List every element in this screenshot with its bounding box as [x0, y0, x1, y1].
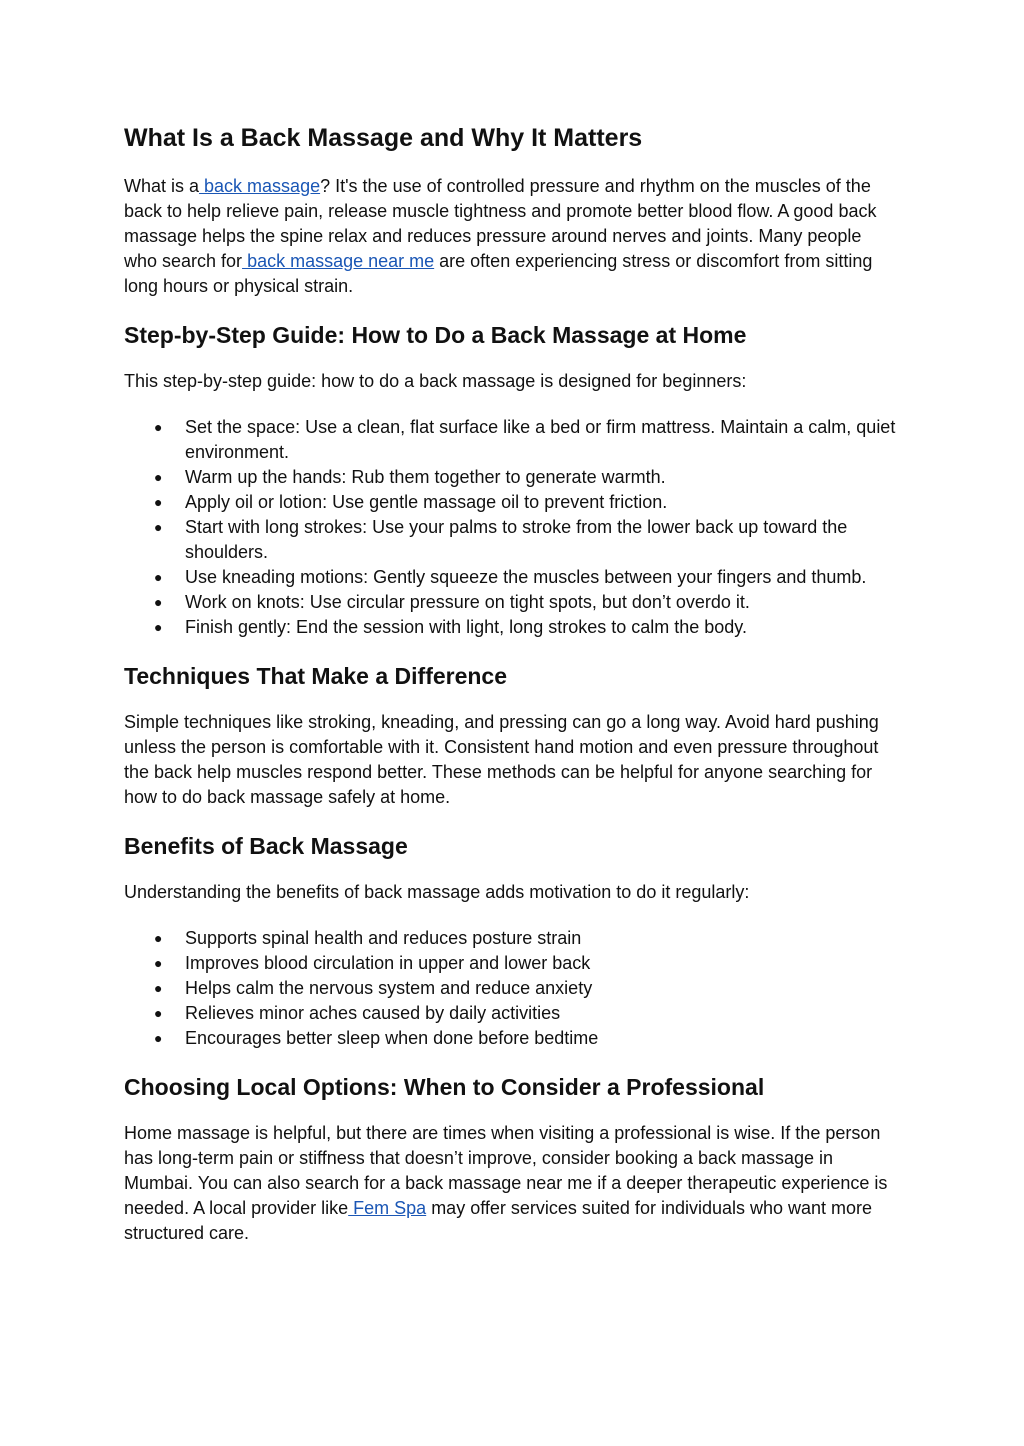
- paragraph-techniques: Simple techniques like stroking, kneading, and pressing can go a long way. Avoid hard pushing unless the person is comfortable with it. Consistent hand motion and even pressure throughout the back help muscles respond better. These methods can be helpful for anyone searching for how to do back massage safely at home.: [124, 712, 879, 807]
- list-item: [124, 465, 896, 490]
- heading-what-is-back-massage: What Is a Back Massage and Why It Matters: [124, 124, 643, 152]
- list-item-text: Supports spinal health and reduces posture strain: [185, 928, 582, 948]
- list-item-text: Apply oil or lotion: Use gentle massage oil to prevent friction.: [185, 492, 668, 512]
- list-item-text: Relieves minor aches caused by daily activities: [185, 1003, 561, 1023]
- list-item: [124, 490, 896, 515]
- bullet-icon: ●: [154, 955, 163, 971]
- back-massage-near-me-link[interactable]: back massage near me: [242, 251, 435, 271]
- text-segment: are often experiencing stress or discomfort from sitting long hours or physical strain.: [124, 251, 873, 296]
- paragraph-what-is-back-massage: [124, 174, 896, 299]
- text-segment: Home massage is helpful, but there are times when visiting a professional is wise. If the person has long-term pain or stiffness that doesn’t improve, consider booking a back massage in Mumbai. You can also search for a back massage near me if a deeper therapeutic experience is needed. A local provider like: [124, 1123, 888, 1218]
- bullet-icon: ●: [154, 469, 163, 485]
- list-item-text: Helps calm the nervous system and reduce anxiety: [185, 978, 593, 998]
- paragraph-guide-intro: This step-by-step guide: how to do a back massage is designed for beginners:: [124, 371, 747, 391]
- list-item: [124, 1001, 896, 1026]
- list-item: [124, 590, 896, 615]
- bullet-icon: ●: [154, 1030, 163, 1046]
- list-item: [124, 976, 896, 1001]
- list-item: [124, 515, 896, 565]
- bullet-icon: ●: [154, 419, 163, 435]
- list-item: [124, 615, 896, 640]
- paragraph-benefits-intro: Understanding the benefits of back massage adds motivation to do it regularly:: [124, 882, 750, 902]
- document-page: [124, 118, 896, 1246]
- bullet-icon: ●: [154, 594, 163, 610]
- list-item-text: Warm up the hands: Rub them together to generate warmth.: [185, 467, 666, 487]
- bullet-icon: ●: [154, 569, 163, 585]
- list-item-text: Set the space: Use a clean, flat surface like a bed or firm mattress. Maintain a calm, quiet environment.: [185, 417, 896, 462]
- list-item-text: Finish gently: End the session with light, long strokes to calm the body.: [185, 617, 747, 637]
- list-item-text: Work on knots: Use circular pressure on tight spots, but don’t overdo it.: [185, 592, 750, 612]
- text-segment: ? It's the use of controlled pressure and rhythm on the muscles of the back to help relieve pain, release muscle tightness and promote better blood flow. A good back massage helps the spine relax and reduces pressure around nerves and joints. Many people who search for: [124, 176, 877, 271]
- bullet-icon: ●: [154, 980, 163, 996]
- heading-step-by-step-guide: Step-by-Step Guide: How to Do a Back Massage at Home: [124, 322, 747, 348]
- steps-list: [124, 415, 896, 640]
- bullet-icon: ●: [154, 930, 163, 946]
- bullet-icon: ●: [154, 494, 163, 510]
- heading-choosing-local-options: Choosing Local Options: When to Consider a Professional: [124, 1074, 765, 1100]
- list-item-text: Encourages better sleep when done before bedtime: [185, 1028, 599, 1048]
- text-segment: What is a: [124, 176, 200, 196]
- bullet-icon: ●: [154, 519, 163, 535]
- list-item-text: Use kneading motions: Gently squeeze the muscles between your fingers and thumb.: [185, 567, 867, 587]
- list-item: [124, 951, 896, 976]
- benefits-list: [124, 926, 896, 1051]
- heading-benefits: Benefits of Back Massage: [124, 833, 408, 859]
- list-item-text: Start with long strokes: Use your palms to stroke from the lower back up toward the shoulders.: [185, 517, 848, 562]
- paragraph-choosing-local-options: [124, 1121, 896, 1246]
- text-segment: may offer services suited for individuals who want more structured care.: [124, 1198, 873, 1243]
- list-item: [124, 415, 896, 465]
- list-item: [124, 926, 896, 951]
- list-item-text: Improves blood circulation in upper and lower back: [185, 953, 591, 973]
- list-item: [124, 1026, 896, 1051]
- back-massage-link[interactable]: back massage: [199, 176, 321, 196]
- bullet-icon: ●: [154, 619, 163, 635]
- bullet-icon: ●: [154, 1005, 163, 1021]
- list-item: [124, 565, 896, 590]
- heading-techniques: Techniques That Make a Difference: [124, 663, 508, 689]
- fem-spa-link[interactable]: Fem Spa: [348, 1198, 427, 1218]
